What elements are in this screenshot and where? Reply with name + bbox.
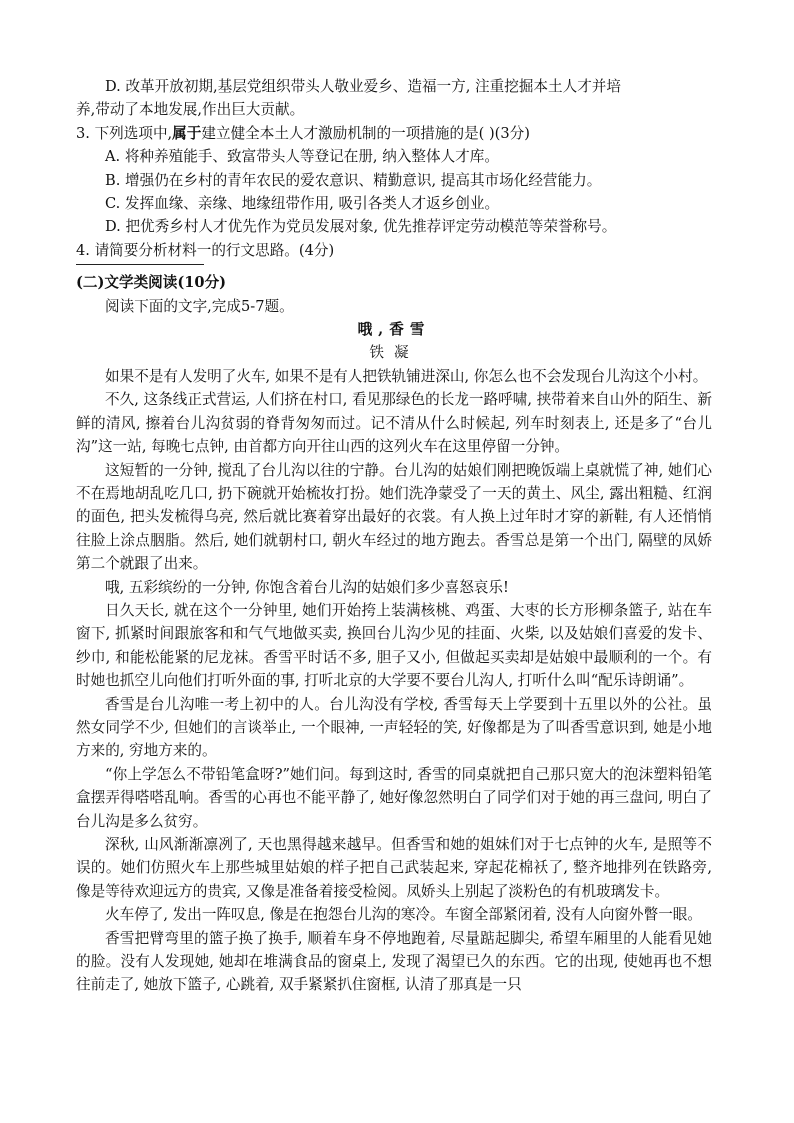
- story-paragraph: 香雪是台儿沟唯一考上初中的人。台儿沟没有学校, 香雪每天上学要到十五里以外的公社。虽然女同学不少, 但她们的言谈举止, 一个眼神, 一声轻轻的笑, 好像都是为了叫香雪意识到, 她是小地方来的, 穷地方来的。: [76, 695, 712, 760]
- story-paragraph: 如果不是有人发明了火车, 如果不是有人把铁轨铺进深山, 你怎么也不会发现台儿沟这个小村。: [105, 367, 708, 385]
- q3-bold: 属于: [172, 124, 202, 142]
- question-3: [76, 122, 712, 145]
- story-title: 哦,香雪: [357, 321, 431, 339]
- story-paragraph: 香雪把臂弯里的篮子换了换手, 顺着车身不停地跑着, 尽量踮起脚尖, 希望车厢里的人能看见她的脸。没有人发现她, 她却在堆满食品的窗桌上, 发现了渴望已久的东西。它的出现, 使她再也不想往前走了, 她放下篮子, 心跳着, 双手紧紧扒住窗框, 认清了那真是一只: [76, 929, 712, 994]
- q3-option-d: D. 把优秀乡村人才优先作为党员发展对象, 优先推荐评定劳动模范等荣誉称号。: [105, 218, 617, 236]
- q3-option-a: A. 将种养殖能手、致富带头人等登记在册, 纳入整体人才库。: [105, 148, 499, 166]
- story-paragraph: 不久, 这条线正式营运, 人们挤在村口, 看见那绿色的长龙一路呼啸, 挟带着来自山外的陌生、新鲜的清风, 擦着台儿沟贫弱的脊背匆匆而过。记不清从什么时候起, 列车时刻表上, 还是多了“台儿沟”这一站, 每晚七点钟, 由首都方向开往山西的这列火车在这里停留一分钟。: [76, 391, 712, 456]
- q2-option-d-line1: D. 改革开放初期,基层党组织带头人敬业爱乡、造福一方, 注重挖掘本土人才并培: [105, 78, 621, 95]
- story-paragraph: 日久天长, 就在这个一分钟里, 她们开始挎上装满核桃、鸡蛋、大枣的长方形柳条篮子, 站在车窗下, 抓紧时间跟旅客和和气气地做买卖, 换回台儿沟少见的挂面、火柴, 以及姑娘们喜爱的发卡、纱巾, 和能松能紧的尼龙袜。香雪平时话不多, 胆子又小, 但做起买卖却是姑娘中最顺利的一个。有时她也抓空儿向他们打听外面的事, 打听北京的大学要不要台儿沟人, 打听什么叫“配乐诗朗诵”。: [76, 601, 712, 690]
- story-paragraph: 哦, 五彩缤纷的一分钟, 你饱含着台儿沟的姑娘们多少喜怒哀乐!: [105, 578, 509, 596]
- story-author: 铁凝: [369, 344, 419, 362]
- q3-option-b: B. 增强仍在乡村的青年农民的爱农意识、精勤意识, 提高其市场化经营能力。: [105, 171, 602, 189]
- exam-page: [76, 75, 712, 997]
- story-paragraph: 这短暂的一分钟, 搅乱了台儿沟以往的宁静。台儿沟的姑娘们刚把晚饭端上桌就慌了神, 她们心不在焉地胡乱吃几口, 扔下碗就开始梳妆打扮。她们洗净蒙受了一天的黄土、风尘, 露出粗糙、红润的面色, 把头发梳得乌亮, 然后就比赛着穿出最好的衣裳。有人换上过年时才穿的新鞋, 有人还悄悄往脸上涂点胭脂。然后, 她们就朝村口, 朝火车经过的地方跑去。香雪总是第一个出门, 隔壁的凤娇第二个就跟了出来。: [76, 461, 712, 573]
- question-4: 4. 请简要分析材料一的行文思路。(4分): [76, 241, 335, 259]
- q3-prefix: 3. 下列选项中,: [76, 124, 173, 142]
- story-paragraph: “你上学怎么不带铅笔盒呀?”她们问。每到这时, 香雪的同桌就把自己那只宽大的泡沫塑料铅笔盒摆弄得嗒嗒乱响。香雪的心再也不能平静了, 她好像忽然明白了同学们对于她的再三盘问, 明白了台儿沟是多么贫穷。: [76, 765, 712, 830]
- q3-suffix: 建立健全本土人才激励机制的一项措施的是( )(3分): [201, 124, 530, 142]
- section-divider: [76, 264, 204, 265]
- section-2-instruction: 阅读下面的文字,完成5-7题。: [105, 297, 294, 315]
- q3-option-c: C. 发挥血缘、亲缘、地缘纽带作用, 吸引各类人才返乡创业。: [105, 195, 500, 213]
- section-2-heading: (二)文学类阅读(10分): [76, 274, 227, 292]
- q2-option-d-line2: 养,带动了本地发展,作出巨大贡献。: [76, 101, 305, 119]
- story-paragraph: 火车停了, 发出一阵叹息, 像是在抱怨台儿沟的寒冷。车窗全部紧闭着, 没有人向窗外瞥一眼。: [105, 906, 702, 924]
- story-paragraph: 深秋, 山风渐渐凛冽了, 天也黑得越来越早。但香雪和她的姐妹们对于七点钟的火车, 是照等不误的。她们仿照火车上那些城里姑娘的样子把自己武装起来, 穿起花棉袄了, 整齐地排列在铁路旁, 像是等待欢迎远方的贵宾, 又像是准备着接受检阅。凤娇头上别起了淡粉色的有机玻璃发卡。: [76, 836, 712, 900]
